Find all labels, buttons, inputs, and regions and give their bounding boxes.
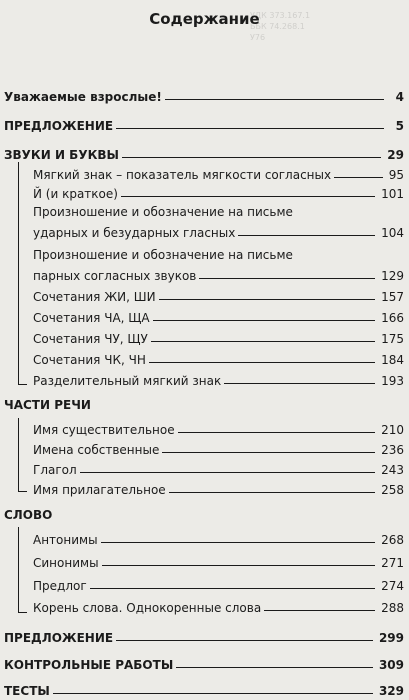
toc-entry-label: Антонимы xyxy=(33,533,98,547)
leader-line xyxy=(116,128,384,129)
toc-entry-label: ПРЕДЛОЖЕНИЕ xyxy=(4,631,114,645)
toc-page-number: 4 xyxy=(395,90,404,104)
toc-entry-label: Предлог xyxy=(33,579,87,593)
leader-line xyxy=(116,640,373,641)
leader-line xyxy=(102,565,376,566)
toc-page-number: 288 xyxy=(381,601,404,615)
toc-entry-label: Сочетания ЧА, ЩА xyxy=(33,311,150,325)
leader-line xyxy=(224,383,375,384)
toc-entry-prilagatelnoe[interactable] xyxy=(33,477,404,497)
toc-page-number: 329 xyxy=(378,684,404,698)
section-heading-chasti-rechi[interactable]: ЧАСТИ РЕЧИ xyxy=(4,398,91,412)
toc-entry-myagkiy-znak[interactable] xyxy=(33,162,404,182)
toc-entry-label: Уважаемые взрослые! xyxy=(4,90,162,104)
toc-entry-vzroslye[interactable] xyxy=(4,84,404,104)
leader-line xyxy=(159,299,376,300)
toc-page-number: 258 xyxy=(381,483,404,497)
toc-page-number: 309 xyxy=(378,658,404,672)
toc-entry-label: ПРЕДЛОЖЕНИЕ xyxy=(4,119,114,133)
toc-entry-chk-chn[interactable] xyxy=(33,347,404,367)
toc-page-number: 157 xyxy=(381,290,404,304)
toc-entry-glagol[interactable] xyxy=(33,457,404,477)
toc-page-number: 184 xyxy=(381,353,404,367)
toc-entry-label: ТЕСТЫ xyxy=(4,684,50,698)
toc-entry-kontrolnye-raboty[interactable] xyxy=(4,652,404,672)
leader-line xyxy=(151,341,375,342)
leader-line xyxy=(122,157,381,158)
toc-page-number: 299 xyxy=(378,631,404,645)
section-heading-slovo[interactable]: СЛОВО xyxy=(4,508,53,522)
toc-entry-y-kratkoe[interactable] xyxy=(33,181,404,201)
toc-entry-predlozhenie[interactable] xyxy=(4,113,404,133)
bleed-through-text: УДК 373.167.1 ББК 74.268.1 У76 xyxy=(250,11,311,42)
toc-entry-koren-slova[interactable] xyxy=(33,595,404,615)
leader-line xyxy=(101,542,376,543)
leader-line xyxy=(176,667,373,668)
toc-entry-label: Разделительный мягкий знак xyxy=(33,374,222,388)
toc-entry-label: КОНТРОЛЬНЫЕ РАБОТЫ xyxy=(4,658,174,672)
section-bracket xyxy=(18,418,27,492)
toc-entry-label: Имя существительное xyxy=(33,423,175,437)
toc-entry-sinonimy[interactable] xyxy=(33,550,404,570)
leader-line xyxy=(153,320,375,321)
toc-entry-predlozhenie-2[interactable] xyxy=(4,625,404,645)
section-bracket xyxy=(18,527,27,613)
toc-page-number: 166 xyxy=(381,311,404,325)
toc-page-number: 5 xyxy=(395,119,404,133)
toc-entry-sobstvennye[interactable] xyxy=(33,437,404,457)
leader-line xyxy=(165,99,384,100)
toc-page-number: 129 xyxy=(381,269,404,283)
toc-entry-label: Имя прилагательное xyxy=(33,483,166,497)
toc-page-number: 175 xyxy=(381,332,404,346)
toc-entry-label: Синонимы xyxy=(33,556,99,570)
leader-line xyxy=(178,432,376,433)
toc-entry-zvuki-i-bukvy[interactable] xyxy=(4,142,404,162)
toc-entry-label: парных согласных звуков xyxy=(33,269,197,283)
toc-entry-razdelitelnyy[interactable] xyxy=(33,368,404,388)
toc-entry-cha-scha[interactable] xyxy=(33,305,404,325)
section-bracket xyxy=(18,162,27,385)
toc-entry-antonimy[interactable] xyxy=(33,527,404,547)
toc-entry-label: Глагол xyxy=(33,463,77,477)
leader-line xyxy=(121,196,375,197)
leader-line xyxy=(90,588,375,589)
toc-entry-label: Й (и краткое) xyxy=(33,187,118,201)
toc-entry-parnye-soglasnye[interactable] xyxy=(33,263,404,283)
toc-page-number: 243 xyxy=(381,463,404,477)
toc-page-number: 274 xyxy=(381,579,404,593)
toc-entry-zhi-shi[interactable] xyxy=(33,284,404,304)
toc-entry-predlog[interactable] xyxy=(33,573,404,593)
toc-page-number: 104 xyxy=(381,226,404,240)
toc-page-number: 193 xyxy=(381,374,404,388)
toc-entry-label: Сочетания ЧУ, ЩУ xyxy=(33,332,148,346)
toc-entry-label: ударных и безударных гласных xyxy=(33,226,236,240)
toc-page-number: 271 xyxy=(381,556,404,570)
toc-entry-testy[interactable] xyxy=(4,678,404,698)
leader-line xyxy=(169,492,375,493)
toc-entry-label: Сочетания ЖИ, ШИ xyxy=(33,290,156,304)
leader-line xyxy=(162,452,375,453)
page-title: Содержание xyxy=(149,10,260,28)
leader-line xyxy=(53,693,373,694)
toc-page-number: 236 xyxy=(381,443,404,457)
toc-entry-label: Имена собственные xyxy=(33,443,160,457)
toc-entry-label: Мягкий знак – показатель мягкости согласных xyxy=(33,168,332,182)
leader-line xyxy=(149,362,375,363)
leader-line xyxy=(199,278,375,279)
toc-entry-label: Сочетания ЧК, ЧН xyxy=(33,353,146,367)
leader-line xyxy=(238,235,375,236)
toc-entry-chu-schu[interactable] xyxy=(33,326,404,346)
toc-page-number: 101 xyxy=(381,187,404,201)
toc-entry-label: ЗВУКИ И БУКВЫ xyxy=(4,148,119,162)
toc-page-number: 268 xyxy=(381,533,404,547)
toc-entry-label-line1: Произношение и обозначение на письме xyxy=(33,248,293,262)
toc-page-number: 95 xyxy=(388,168,404,182)
toc-entry-udarnye-glasnye[interactable] xyxy=(33,220,404,240)
leader-line xyxy=(334,177,383,178)
toc-entry-label-line1: Произношение и обозначение на письме xyxy=(33,205,293,219)
toc-page-number: 210 xyxy=(381,423,404,437)
leader-line xyxy=(264,610,375,611)
toc-page-number: 29 xyxy=(387,148,404,162)
leader-line xyxy=(80,472,375,473)
toc-entry-label: Корень слова. Однокоренные слова xyxy=(33,601,262,615)
toc-entry-sushchestvitelnoe[interactable] xyxy=(33,417,404,437)
